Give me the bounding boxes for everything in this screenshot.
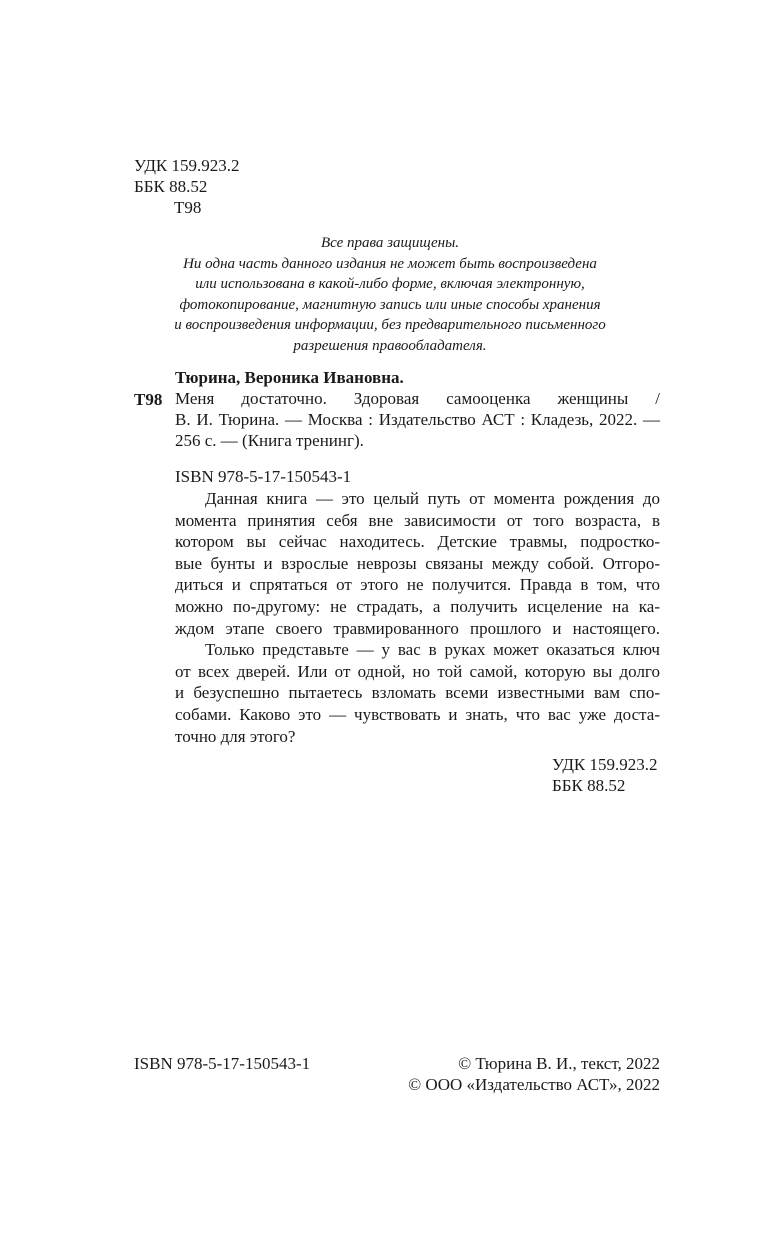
isbn-entry: ISBN 978-5-17-150543-1 — [175, 467, 352, 486]
description-line: 256 с. — (Книга тренинг). — [175, 431, 364, 450]
bibliographic-author-mark: Т98 — [134, 390, 163, 409]
rights-notice — [150, 233, 630, 356]
annotation-line: точно для этого? — [175, 726, 296, 746]
author-mark: Т98 — [174, 198, 202, 217]
description-line: Меня достаточно. Здоровая самооценка женщины / — [175, 389, 660, 408]
udk-code: УДК 159.923.2 — [134, 156, 240, 175]
annotation-line: от всех дверей. Или от одной, но той самой, которую вы долго — [175, 661, 660, 681]
rights-line: фотокопирование, магнитную запись или иные способы хранения — [179, 296, 601, 313]
annotation-line: вые бунты и взрослые неврозы связаны между собой. Отгоро- — [175, 553, 660, 573]
annotation-line: можно по-другому: не страдать, а получить исцеление на ка- — [175, 596, 660, 616]
annotation-line: Только представьте — у вас в руках может оказаться ключ — [205, 640, 660, 660]
copyright-publisher: © ООО «Издательство АСТ», 2022 — [408, 1075, 660, 1094]
author-name: Тюрина, Вероника Ивановна. — [175, 368, 404, 387]
footer-isbn: ISBN 978-5-17-150543-1 — [134, 1054, 311, 1073]
rights-line: или использована в какой-либо форме, включая электронную, — [195, 276, 585, 292]
annotation-line: диться и спрятаться от этого не получится. Правда в том, что — [175, 575, 660, 595]
annotation-line: ждом этапе своего травмированного прошлого и настоящего. — [175, 618, 660, 638]
bbk-code: ББК 88.52 — [134, 177, 208, 196]
classification-codes-top — [134, 155, 240, 218]
annotation-line: и безуспешно пытаетесь взломать всеми известными вам спо- — [175, 683, 660, 703]
rights-line: и воспроизведения информации, без предварительного письменного — [174, 317, 606, 333]
annotation — [175, 488, 660, 747]
udk-code: УДК 159.923.2 — [552, 755, 658, 774]
classification-codes-right — [552, 754, 658, 796]
copyright-block — [408, 1053, 660, 1095]
description-line: В. И. Тюрина. — Москва : Издательство АСТ : Кладезь, 2022. — — [175, 410, 660, 429]
annotation-line: Данная книга — это целый путь от момента рождения до — [205, 489, 660, 508]
annotation-line: котором вы сейчас находитесь. Детские травмы, подростко- — [175, 532, 660, 552]
copyright-author: © Тюрина В. И., текст, 2022 — [458, 1054, 660, 1073]
annotation-line: момента принятия себя вне зависимости от того возраста, в — [175, 510, 660, 530]
rights-line: разрешения правообладателя. — [293, 337, 487, 354]
bbk-code: ББК 88.52 — [552, 776, 626, 795]
annotation-line: собами. Каково это — чувствовать и знать, что вас уже доста- — [175, 704, 660, 724]
rights-line: Ни одна часть данного издания не может быть воспроизведена — [183, 255, 597, 272]
bibliographic-entry — [175, 367, 660, 451]
rights-line: Все права защищены. — [320, 235, 460, 251]
